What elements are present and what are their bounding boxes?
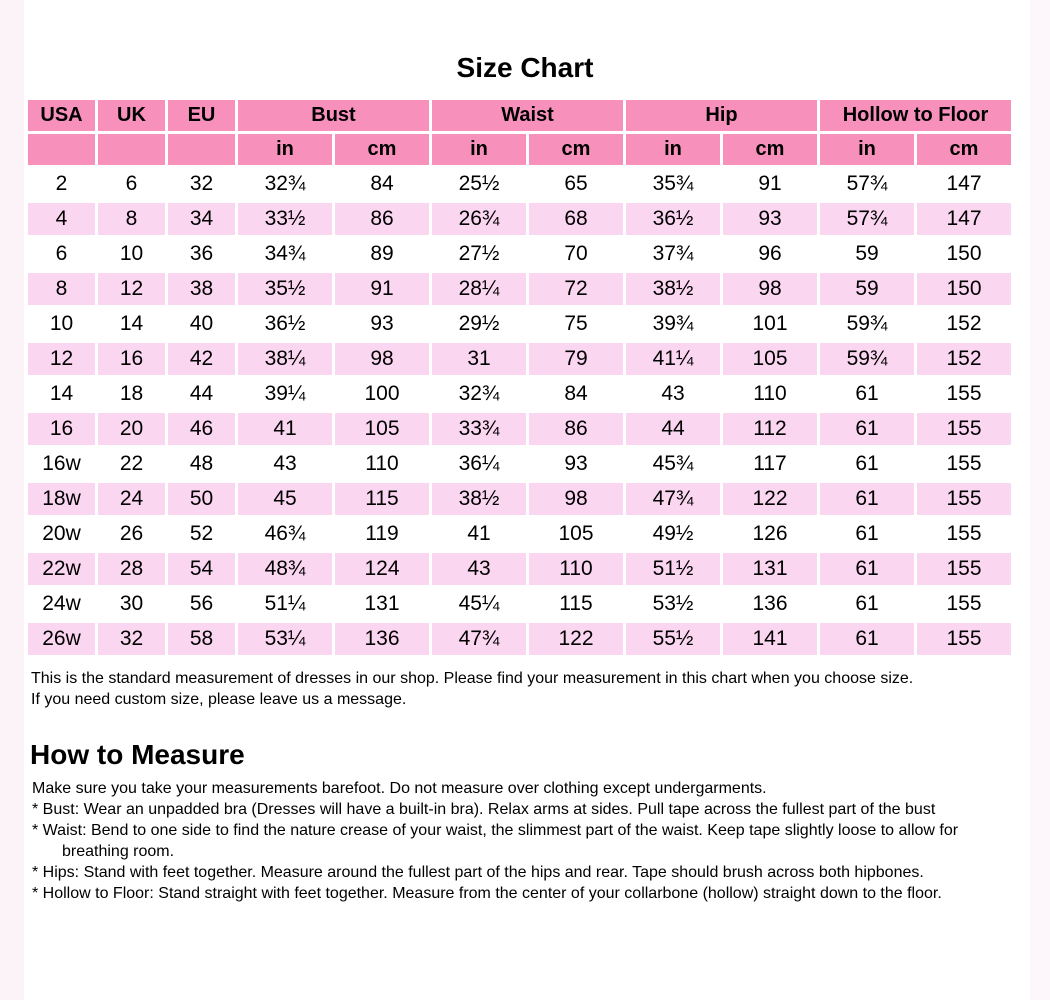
size-cell: 46¾: [238, 518, 332, 550]
size-row: [28, 168, 1011, 200]
size-cell: 36: [168, 238, 235, 270]
size-cell: 93: [723, 203, 817, 235]
size-cell: 86: [529, 413, 623, 445]
tip-bust: * Bust: Wear an unpadded bra (Dresses will have a built-in bra). Relax arms at sides. Pull tape across the fullest part of the bust: [32, 801, 936, 818]
size-cell: 12: [98, 273, 165, 305]
size-cell: 34: [168, 203, 235, 235]
size-cell: 68: [529, 203, 623, 235]
size-cell: 38¼: [238, 343, 332, 375]
unit-header: cm: [723, 134, 817, 165]
size-row: [28, 483, 1011, 515]
size-cell: 54: [168, 553, 235, 585]
unit-header: cm: [335, 134, 429, 165]
size-cell: 36½: [626, 203, 720, 235]
size-cell: 32: [98, 623, 165, 655]
size-cell: 47¾: [626, 483, 720, 515]
size-cell: 61: [820, 518, 914, 550]
size-row: [28, 518, 1011, 550]
size-cell: 155: [917, 448, 1011, 480]
size-cell: 42: [168, 343, 235, 375]
size-cell: 61: [820, 378, 914, 410]
size-cell: 59¾: [820, 343, 914, 375]
tip-hips: * Hips: Stand with feet together. Measure around the fullest part of the hips and rear. Tape should brush across both hipbones.: [32, 864, 924, 881]
size-cell: 48: [168, 448, 235, 480]
size-cell: 61: [820, 553, 914, 585]
size-cell: 105: [529, 518, 623, 550]
unit-header: in: [820, 134, 914, 165]
unit-header-empty: [98, 134, 165, 165]
size-cell: 105: [723, 343, 817, 375]
size-cell: 33½: [238, 203, 332, 235]
size-cell: 59: [820, 273, 914, 305]
unit-header: in: [626, 134, 720, 165]
size-cell: 150: [917, 238, 1011, 270]
size-cell: 57¾: [820, 168, 914, 200]
size-cell: 51¼: [238, 588, 332, 620]
size-table-head: [28, 100, 1011, 165]
size-cell: 38½: [626, 273, 720, 305]
size-cell: 41¼: [626, 343, 720, 375]
size-cell: 26: [98, 518, 165, 550]
size-cell: 18: [98, 378, 165, 410]
size-cell: 4: [28, 203, 95, 235]
size-cell: 29½: [432, 308, 526, 340]
size-cell: 59: [820, 238, 914, 270]
size-cell: 50: [168, 483, 235, 515]
size-cell: 57¾: [820, 203, 914, 235]
size-cell: 40: [168, 308, 235, 340]
size-cell: 98: [723, 273, 817, 305]
size-cell: 22w: [28, 553, 95, 585]
unit-header: in: [238, 134, 332, 165]
size-cell: 61: [820, 448, 914, 480]
size-cell: 65: [529, 168, 623, 200]
size-cell: 45: [238, 483, 332, 515]
size-cell: 110: [335, 448, 429, 480]
size-cell: 84: [335, 168, 429, 200]
size-cell: 46: [168, 413, 235, 445]
tip-general: Make sure you take your measurements barefoot. Do not measure over clothing except undergarments.: [32, 780, 767, 797]
size-cell: 56: [168, 588, 235, 620]
size-cell: 75: [529, 308, 623, 340]
size-cell: 131: [723, 553, 817, 585]
size-cell: 147: [917, 168, 1011, 200]
size-cell: 32¾: [432, 378, 526, 410]
tip-waist: * Waist: Bend to one side to find the nature crease of your waist, the slimmest part of the waist. Keep tape slightly loose to allow for breathing room.: [32, 822, 959, 860]
size-cell: 110: [529, 553, 623, 585]
size-cell: 41: [432, 518, 526, 550]
size-cell: 155: [917, 553, 1011, 585]
unit-header-row: [28, 134, 1011, 165]
size-row: [28, 378, 1011, 410]
unit-header: cm: [529, 134, 623, 165]
size-row: [28, 238, 1011, 270]
size-row: [28, 343, 1011, 375]
size-cell: 122: [529, 623, 623, 655]
size-cell: 59¾: [820, 308, 914, 340]
size-cell: 72: [529, 273, 623, 305]
size-cell: 152: [917, 308, 1011, 340]
size-cell: 25½: [432, 168, 526, 200]
unit-header-empty: [168, 134, 235, 165]
size-cell: 45¾: [626, 448, 720, 480]
size-cell: 38: [168, 273, 235, 305]
size-row: [28, 413, 1011, 445]
size-cell: 28¼: [432, 273, 526, 305]
how-to-measure-heading: How to Measure: [30, 739, 245, 770]
size-cell: 38½: [432, 483, 526, 515]
size-cell: 105: [335, 413, 429, 445]
size-cell: 155: [917, 623, 1011, 655]
size-cell: 14: [28, 378, 95, 410]
size-cell: 49½: [626, 518, 720, 550]
unit-header: cm: [917, 134, 1011, 165]
size-cell: 26¾: [432, 203, 526, 235]
size-cell: 55½: [626, 623, 720, 655]
size-cell: 53½: [626, 588, 720, 620]
size-cell: 136: [723, 588, 817, 620]
size-cell: 24: [98, 483, 165, 515]
column-group-header-row: [28, 100, 1011, 131]
size-cell: 27½: [432, 238, 526, 270]
size-cell: 115: [529, 588, 623, 620]
column-group-header: UK: [98, 100, 165, 131]
size-cell: 20: [98, 413, 165, 445]
size-cell: 44: [168, 378, 235, 410]
size-cell: 45¼: [432, 588, 526, 620]
size-cell: 91: [723, 168, 817, 200]
size-cell: 112: [723, 413, 817, 445]
size-cell: 124: [335, 553, 429, 585]
size-row: [28, 203, 1011, 235]
size-cell: 47¾: [432, 623, 526, 655]
size-cell: 32: [168, 168, 235, 200]
size-row: [28, 553, 1011, 585]
size-row: [28, 623, 1011, 655]
size-cell: 98: [335, 343, 429, 375]
size-cell: 18w: [28, 483, 95, 515]
tip-hollow-to-floor: * Hollow to Floor: Stand straight with feet together. Measure from the center of your collarbone (hollow) straight down to the floor.: [32, 885, 942, 902]
size-cell: 8: [98, 203, 165, 235]
size-cell: 20w: [28, 518, 95, 550]
size-cell: 44: [626, 413, 720, 445]
size-cell: 10: [28, 308, 95, 340]
size-cell: 89: [335, 238, 429, 270]
size-cell: 22: [98, 448, 165, 480]
size-cell: 100: [335, 378, 429, 410]
how-to-measure-tips: [32, 778, 1010, 904]
page-title: Size Chart: [456, 52, 594, 83]
size-cell: 136: [335, 623, 429, 655]
size-cell: 16w: [28, 448, 95, 480]
size-cell: 58: [168, 623, 235, 655]
size-cell: 39¾: [626, 308, 720, 340]
size-cell: 8: [28, 273, 95, 305]
size-cell: 53¼: [238, 623, 332, 655]
size-cell: 16: [28, 413, 95, 445]
size-cell: 6: [98, 168, 165, 200]
size-cell: 119: [335, 518, 429, 550]
size-cell: 150: [917, 273, 1011, 305]
size-cell: 33¾: [432, 413, 526, 445]
size-cell: 36¼: [432, 448, 526, 480]
size-cell: 43: [238, 448, 332, 480]
size-cell: 79: [529, 343, 623, 375]
page-edge-tint-right: [1030, 0, 1050, 1000]
size-cell: 14: [98, 308, 165, 340]
size-row: [28, 308, 1011, 340]
size-cell: 61: [820, 483, 914, 515]
size-cell: 110: [723, 378, 817, 410]
size-cell: 155: [917, 588, 1011, 620]
size-cell: 34¾: [238, 238, 332, 270]
column-group-header: Bust: [238, 100, 429, 131]
size-cell: 26w: [28, 623, 95, 655]
size-cell: 86: [335, 203, 429, 235]
column-group-header: Hip: [626, 100, 817, 131]
size-cell: 24w: [28, 588, 95, 620]
size-cell: 31: [432, 343, 526, 375]
size-cell: 2: [28, 168, 95, 200]
size-cell: 48¾: [238, 553, 332, 585]
size-cell: 61: [820, 623, 914, 655]
column-group-header: EU: [168, 100, 235, 131]
size-table-body: [28, 168, 1011, 655]
size-cell: 147: [917, 203, 1011, 235]
size-cell: 52: [168, 518, 235, 550]
size-cell: 91: [335, 273, 429, 305]
unit-header-empty: [28, 134, 95, 165]
size-cell: 141: [723, 623, 817, 655]
size-cell: 122: [723, 483, 817, 515]
size-cell: 35½: [238, 273, 332, 305]
size-cell: 35¾: [626, 168, 720, 200]
size-table: [25, 97, 1014, 658]
size-cell: 101: [723, 308, 817, 340]
size-cell: 152: [917, 343, 1011, 375]
size-cell: 93: [335, 308, 429, 340]
size-cell: 126: [723, 518, 817, 550]
size-cell: 84: [529, 378, 623, 410]
size-cell: 43: [432, 553, 526, 585]
size-cell: 12: [28, 343, 95, 375]
size-cell: 117: [723, 448, 817, 480]
size-row: [28, 273, 1011, 305]
note-line: This is the standard measurement of dresses in our shop. Please find your measurement in this chart when you choose size.: [31, 670, 914, 687]
size-cell: 155: [917, 378, 1011, 410]
unit-header: in: [432, 134, 526, 165]
size-cell: 6: [28, 238, 95, 270]
size-chart-notes: [31, 668, 1050, 710]
size-cell: 16: [98, 343, 165, 375]
size-cell: 30: [98, 588, 165, 620]
size-row: [28, 588, 1011, 620]
size-cell: 96: [723, 238, 817, 270]
size-cell: 51½: [626, 553, 720, 585]
size-cell: 39¼: [238, 378, 332, 410]
size-cell: 28: [98, 553, 165, 585]
size-cell: 61: [820, 588, 914, 620]
size-cell: 37¾: [626, 238, 720, 270]
size-cell: 155: [917, 413, 1011, 445]
size-cell: 155: [917, 483, 1011, 515]
size-row: [28, 448, 1011, 480]
size-cell: 70: [529, 238, 623, 270]
note-line: If you need custom size, please leave us a message.: [31, 691, 407, 708]
size-cell: 131: [335, 588, 429, 620]
size-cell: 10: [98, 238, 165, 270]
size-cell: 115: [335, 483, 429, 515]
size-cell: 43: [626, 378, 720, 410]
size-cell: 36½: [238, 308, 332, 340]
column-group-header: USA: [28, 100, 95, 131]
size-cell: 41: [238, 413, 332, 445]
page-edge-tint-left: [0, 0, 24, 1000]
size-cell: 93: [529, 448, 623, 480]
size-cell: 98: [529, 483, 623, 515]
column-group-header: Waist: [432, 100, 623, 131]
size-cell: 155: [917, 518, 1011, 550]
size-cell: 32¾: [238, 168, 332, 200]
size-cell: 61: [820, 413, 914, 445]
column-group-header: Hollow to Floor: [820, 100, 1011, 131]
